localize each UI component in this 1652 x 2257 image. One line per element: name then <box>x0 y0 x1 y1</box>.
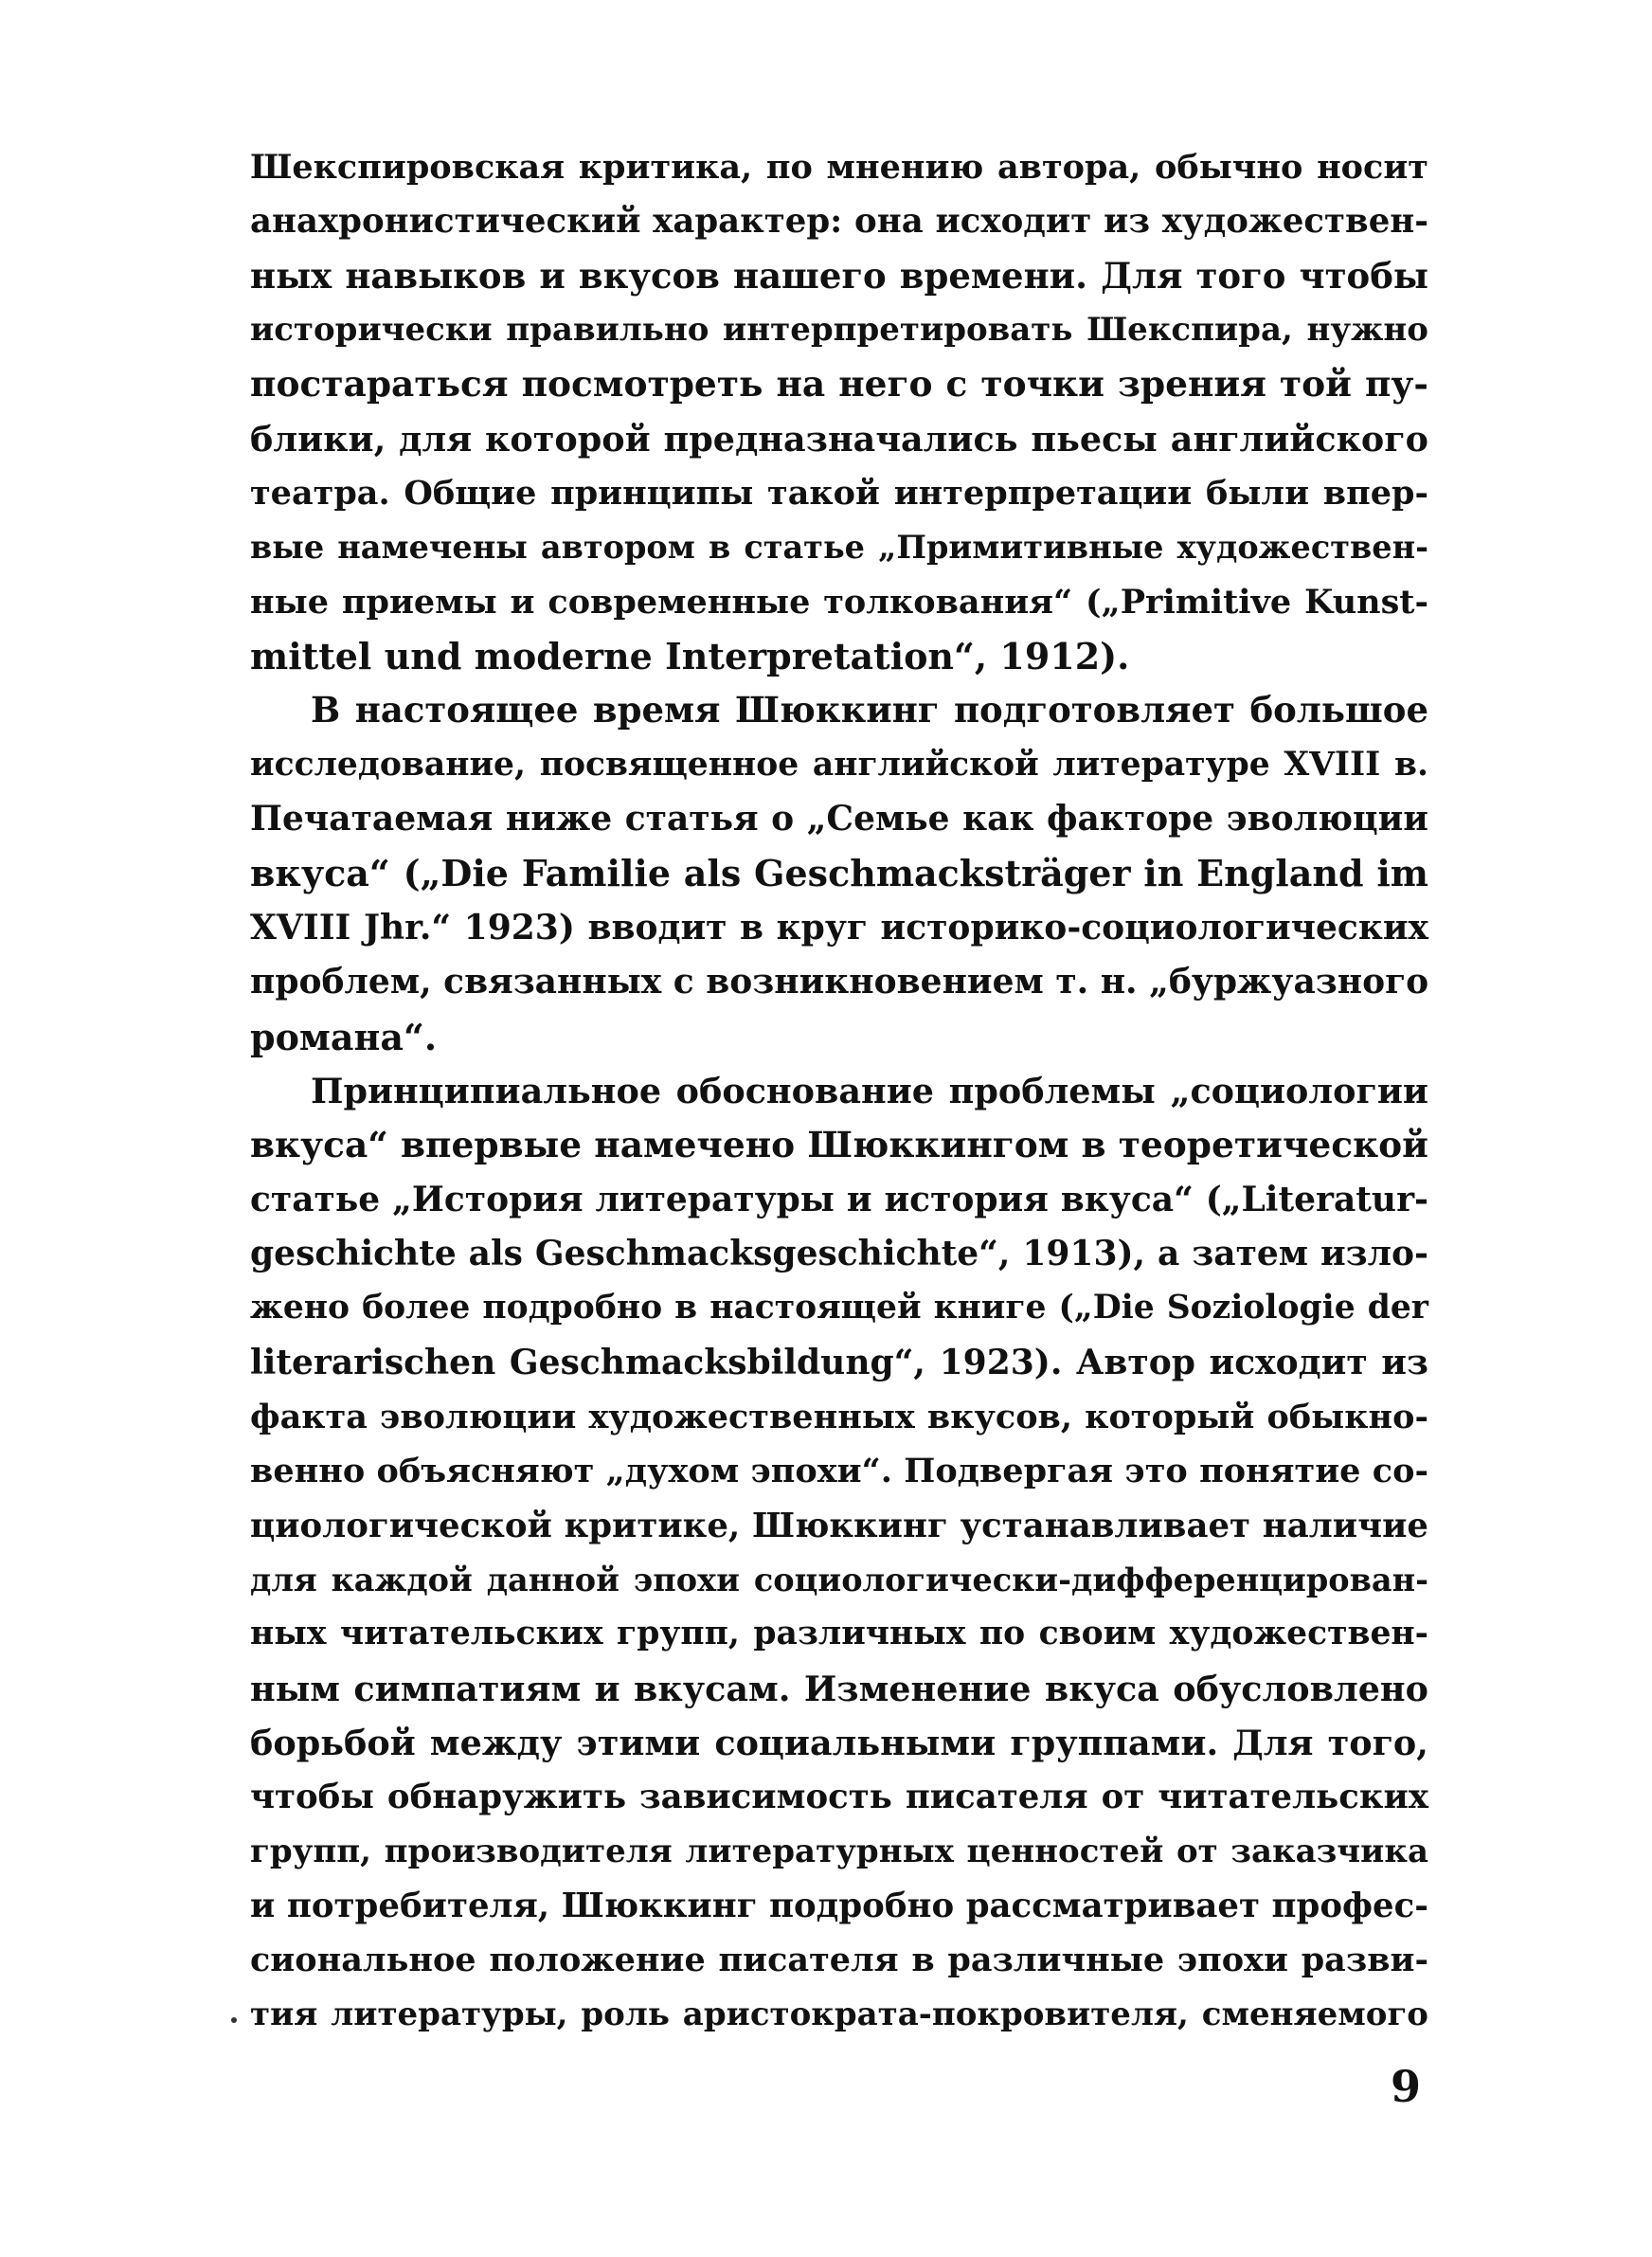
text-line: чтобы обнаружить зависимость писателя от читательских <box>250 1778 1428 1817</box>
text-line: исторически правильно интерпретировать Шекспира, нужно <box>250 311 1428 350</box>
paragraph-2 <box>250 683 1428 1063</box>
text-line: романа“. <box>250 1015 438 1058</box>
text-line: циологической критике, Шюккинг устанавливает наличие <box>250 1506 1428 1545</box>
text-line: венно объясняют „духом эпохи“. Подвергая это понятие со- <box>250 1452 1428 1491</box>
text-line: ных навыков и вкусов нашего времени. Для того чтобы <box>250 254 1428 297</box>
text-line: сиональное положение писателя в различные эпохи разви- <box>250 1941 1428 1980</box>
text-line: geschichte als Geschmacksgeschichte“, 1913), а затем изло- <box>250 1233 1428 1273</box>
text-line: жено более подробно в настоящей книге („Die Soziologie der <box>250 1289 1428 1327</box>
text-line: постараться посмотреть на него с точки зрения той пу- <box>250 363 1428 406</box>
text-line: исследование, посвященное английской литературе XVIII в. <box>250 745 1428 784</box>
text-line: ные приемы и современные толкования“ („Primitive Kunst- <box>250 582 1428 622</box>
text-line: ных читательских групп, различных по своим художествен- <box>250 1615 1428 1653</box>
text-line: Принципиальное обоснование проблемы „социологии <box>311 1070 1428 1111</box>
paragraph-1 <box>250 140 1428 683</box>
text-line: В настоящее время Шюккинг подготовляет большое <box>311 689 1428 731</box>
text-line: вкуса“ впервые намечено Шюккингом в теоретической <box>250 1124 1428 1166</box>
text-line: блики, для которой предназначались пьесы английского <box>250 418 1428 460</box>
text-line: вкуса“ („Die Familie als Geschmacksträger in England im <box>250 852 1428 895</box>
text-line: статье „История литературы и история вкуса“ („Literatur- <box>250 1179 1428 1219</box>
text-line: факта эволюции художественных вкусов, который обыкно- <box>250 1397 1428 1436</box>
text-line: групп, производителя литературных ценностей от заказчика <box>250 1832 1428 1870</box>
text-line: тия литературы, роль аристократа-покровителя, сменяемого <box>250 1995 1428 2033</box>
paragraph-3 <box>250 1064 1428 2042</box>
text-line: mittel und moderne Interpretation“, 1912). <box>250 635 1130 678</box>
text-line: анахронистический характер: она исходит из художествен- <box>250 202 1428 242</box>
text-line: Печатаемая ниже статья о „Семье как факторе эволюции <box>250 799 1428 840</box>
text-line: и потребителя, Шюккинг подробно рассматривает профес- <box>250 1887 1428 1925</box>
text-line: Шекспировская критика, по мнению автора, обычно носит <box>250 148 1428 187</box>
text-line: борьбой между этими социальными группами. Для того, <box>250 1722 1428 1763</box>
text-line: вые намечены автором в статье „Примитивные художествен- <box>250 529 1428 567</box>
text-line: XVIII Jhr.“ 1923) вводит в круг историко-социологических <box>250 907 1428 948</box>
text-line: literarischen Geschmacksbildung“, 1923). Автор исходит из <box>250 1342 1428 1382</box>
body-text <box>250 140 1428 2042</box>
print-speck <box>231 2017 237 2023</box>
text-line: театра. Общие принципы такой интерпретации были впер- <box>250 474 1428 514</box>
text-line: ным симпатиям и вкусам. Изменение вкуса обусловлено <box>250 1668 1428 1709</box>
text-line: для каждой данной эпохи социологически-дифференцирован- <box>250 1561 1428 1598</box>
page-number: 9 <box>1390 2061 1421 2112</box>
text-line: проблем, связанных с возникновением т. н. „буржуазного <box>250 962 1429 1002</box>
